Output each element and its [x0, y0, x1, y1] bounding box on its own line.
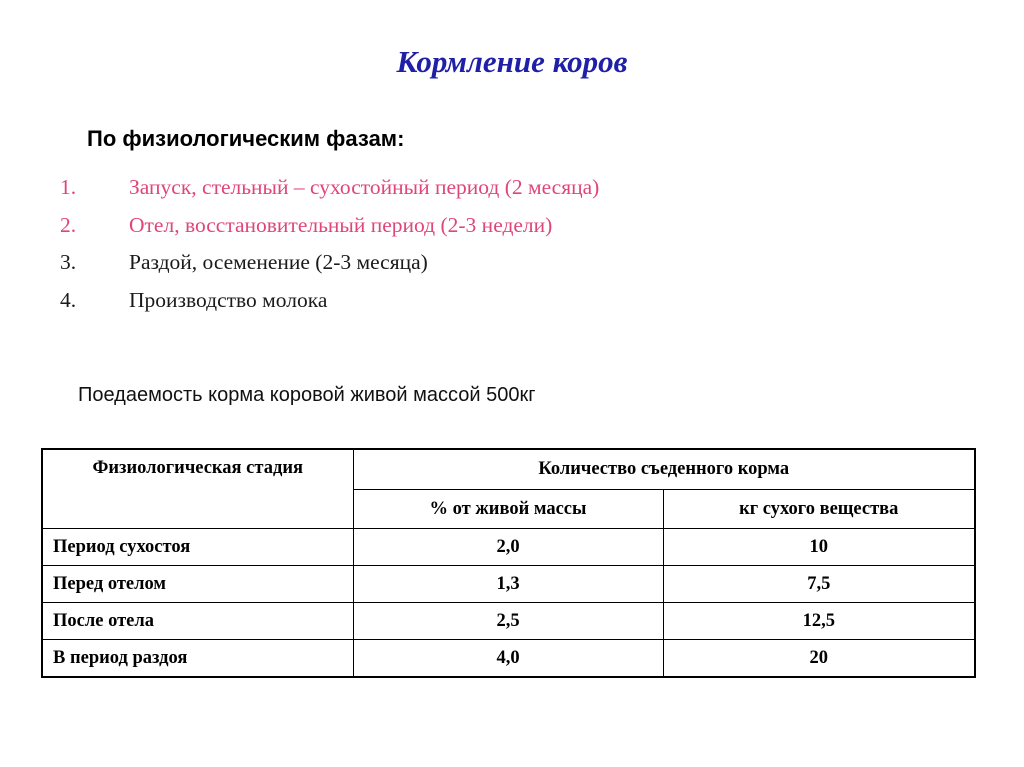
table-row	[42, 529, 975, 566]
page-title: Кормление коров	[396, 44, 628, 79]
header-percent: % от живой массы	[353, 490, 663, 529]
feed-intake-table	[41, 448, 976, 678]
row-stage: Период сухостоя	[42, 529, 353, 566]
table-row	[42, 640, 975, 678]
list-item-text: Производство молока	[129, 287, 328, 312]
table-row	[42, 603, 975, 640]
list-item-text: Раздой, осеменение (2-3 месяца)	[129, 250, 428, 274]
list-item-number: 4.	[60, 287, 77, 312]
row-stage: В период раздоя	[42, 640, 353, 678]
row-percent: 1,3	[353, 566, 663, 603]
subtitle: По физиологическим фазам:	[87, 126, 405, 151]
table-header-row	[42, 449, 975, 490]
row-percent: 2,0	[353, 529, 663, 566]
row-stage: После отела	[42, 603, 353, 640]
list-item-text: Отел, восстановительный период (2-3 недели)	[129, 212, 553, 237]
row-kg: 7,5	[663, 566, 975, 603]
row-kg: 12,5	[663, 603, 975, 640]
list-item-number: 3.	[60, 250, 77, 274]
row-kg: 20	[663, 640, 975, 678]
header-kg: кг сухого вещества	[663, 490, 975, 529]
header-stage: Физиологическая стадия	[42, 449, 353, 529]
list-item-number: 1.	[60, 175, 77, 199]
list-item-number: 2.	[60, 212, 77, 237]
row-percent: 4,0	[353, 640, 663, 678]
list-item-text: Запуск, стельный – сухостойный период (2 месяца)	[129, 175, 600, 199]
table-row	[42, 566, 975, 603]
row-stage: Перед отелом	[42, 566, 353, 603]
table-caption: Поедаемость корма коровой живой массой 500кг	[78, 384, 536, 406]
row-kg: 10	[663, 529, 975, 566]
header-amount: Количество съеденного корма	[353, 449, 975, 490]
row-percent: 2,5	[353, 603, 663, 640]
